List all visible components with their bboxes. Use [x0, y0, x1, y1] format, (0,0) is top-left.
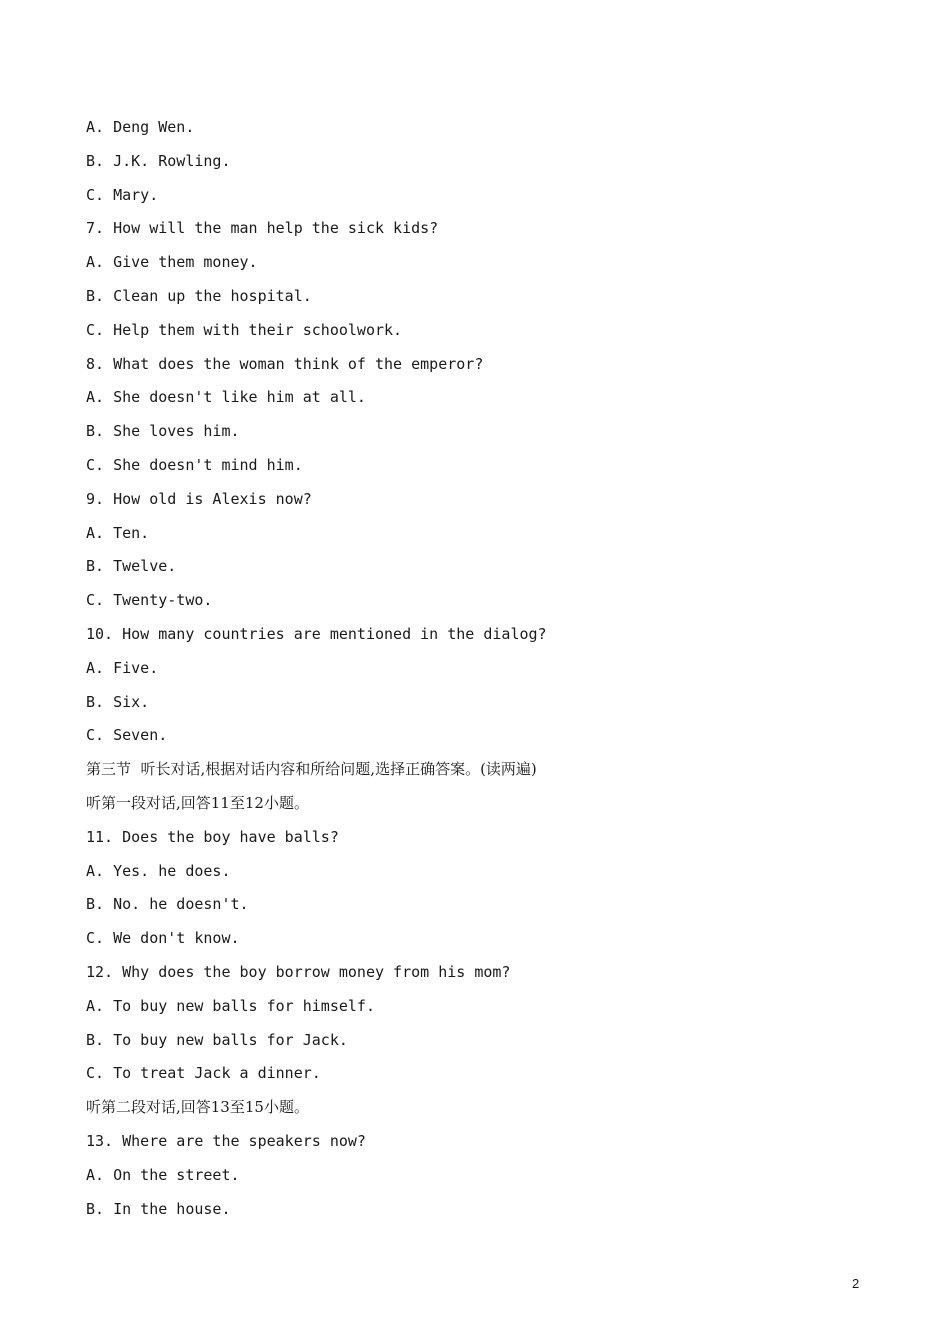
option-c: C. Help them with their schoolwork.	[86, 320, 403, 339]
option-b: B. To buy new balls for Jack.	[86, 1030, 348, 1049]
page-number: 2	[852, 1276, 860, 1291]
question-8: 8. What does the woman think of the emperor?	[86, 354, 484, 373]
question-9: 9. How old is Alexis now?	[86, 489, 312, 508]
question-11: 11. Does the boy have balls?	[86, 827, 339, 846]
dialog-instruction: 听第一段对话,回答11至12小题。	[86, 793, 309, 812]
question-12: 12. Why does the boy borrow money from his mom?	[86, 962, 511, 981]
question-list	[86, 114, 866, 1229]
option-b: B. Twelve.	[86, 557, 177, 576]
option-a: A. Give them money.	[86, 253, 258, 272]
option-b: B. J.K. Rowling.	[86, 151, 231, 170]
section-heading: 第三节 听长对话,根据对话内容和所给问题,选择正确答案。(读两遍)	[86, 760, 537, 779]
option-c: C. We don't know.	[86, 929, 240, 948]
option-c: C. Mary.	[86, 185, 159, 204]
option-c: C. She doesn't mind him.	[86, 455, 303, 474]
option-a: A. Ten.	[86, 523, 150, 542]
option-a: A. She doesn't like him at all.	[86, 388, 366, 407]
option-a: A. Yes. he does.	[86, 861, 231, 880]
option-c: C. To treat Jack a dinner.	[86, 1064, 321, 1083]
question-13: 13. Where are the speakers now?	[86, 1131, 366, 1150]
option-c: C. Twenty-two.	[86, 591, 213, 610]
option-a: A. Deng Wen.	[86, 118, 195, 136]
option-a: A. To buy new balls for himself.	[86, 996, 375, 1015]
option-b: B. In the house.	[86, 1199, 231, 1218]
option-b: B. No. he doesn't.	[86, 895, 249, 914]
option-c: C. Seven.	[86, 726, 168, 745]
dialog-instruction: 听第二段对话,回答13至15小题。	[86, 1098, 309, 1117]
question-10: 10. How many countries are mentioned in the dialog?	[86, 624, 547, 643]
option-b: B. Clean up the hospital.	[86, 286, 312, 305]
option-b: B. She loves him.	[86, 422, 240, 441]
option-b: B. Six.	[86, 692, 150, 711]
option-a: A. Five.	[86, 658, 159, 677]
question-7: 7. How will the man help the sick kids?	[86, 219, 439, 238]
option-a: A. On the street.	[86, 1165, 240, 1184]
